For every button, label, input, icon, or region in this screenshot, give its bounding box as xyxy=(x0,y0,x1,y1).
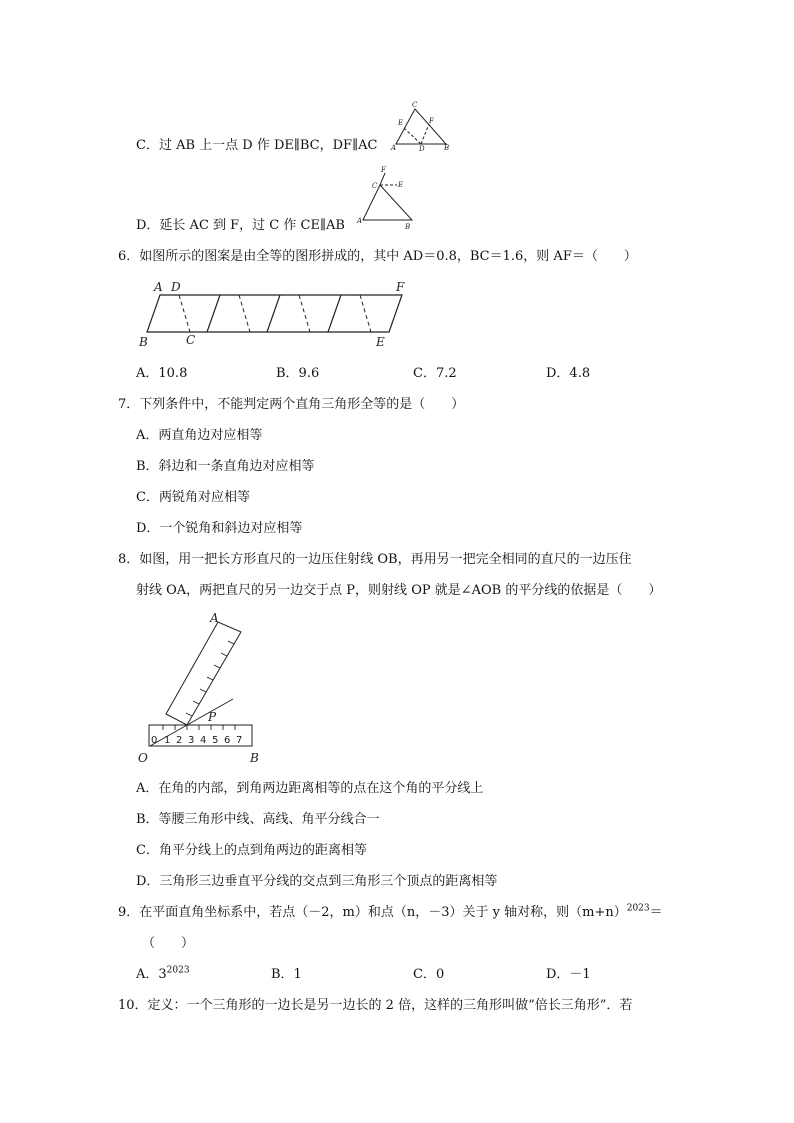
q6-stem: 6．如图所示的图案是由全等的图形拼成的，其中 AD＝0.8，BC＝1.6，则 AF＝（ ） xyxy=(118,249,637,264)
q9-option-c: C．0 xyxy=(413,967,445,982)
q6-label-d: D xyxy=(171,280,181,294)
q8-label-p: P xyxy=(208,710,217,724)
q8-figure xyxy=(130,608,280,768)
fig-d-label-c: C xyxy=(372,182,378,190)
q6-option-c: C．7.2 xyxy=(413,366,457,381)
fig-d-label-e: E xyxy=(398,181,404,189)
q8-option-a: A．在角的内部，到角两边距离相等的点在这个角的平分线上 xyxy=(136,781,484,796)
q6-option-d: D．4.8 xyxy=(546,366,591,381)
fig-c-label-c: C xyxy=(412,101,418,109)
ruler-num-3: 3 xyxy=(188,735,195,746)
fig-c-label-f: F xyxy=(429,117,434,125)
q8-stem-line2: 射线 OA，两把直尺的另一边交于点 P，则射线 OP 就是∠AOB 的平分线的依据是（ ） xyxy=(136,583,662,598)
q9-option-d: D．－1 xyxy=(546,967,591,982)
q8-option-d: D．三角形三边垂直平分线的交点到三角形三个顶点的距离相等 xyxy=(136,874,498,889)
q8-option-b: B．等腰三角形中线、高线、角平分线合一 xyxy=(136,812,380,827)
fig-c-label-b: B xyxy=(444,144,450,152)
q8-option-c: C．角平分线上的点到角两边的距离相等 xyxy=(136,843,367,858)
q8-label-b: B xyxy=(250,751,259,765)
fig-c-label-a: A xyxy=(391,144,397,152)
q8-label-o: O xyxy=(138,751,148,765)
q10-stem: 10．定义：一个三角形的一边长是另一边长的 2 倍，这样的三角形叫做“倍长三角形”．若 xyxy=(118,998,633,1013)
q5-option-d: D．延长 AC 到 F，过 C 作 CE∥AB xyxy=(136,218,345,233)
q6-label-f: F xyxy=(396,280,405,294)
ruler-num-0: 0 xyxy=(151,735,158,746)
q6-label-c: C xyxy=(186,333,196,347)
fig-d-label-b: B xyxy=(405,223,411,231)
ruler-num-1: 1 xyxy=(164,735,171,746)
q9-option-a: A．$3^{2023}$ xyxy=(136,965,190,982)
q7-option-c: C．两锐角对应相等 xyxy=(136,490,250,505)
q9-answer-paren: （ ） xyxy=(142,936,195,951)
q6-option-a: A．10.8 xyxy=(136,366,188,381)
fig-c-label-e: E xyxy=(398,119,404,127)
fig-c-label-d: D xyxy=(419,145,425,152)
q5-figure-d xyxy=(355,163,417,233)
q7-option-b: B．斜边和一条直角边对应相等 xyxy=(136,459,315,474)
q7-stem: 7．下列条件中，不能判定两个直角三角形全等的是（ ） xyxy=(118,397,465,412)
q9-stem: 9．在平面直角坐标系中，若点（－2，m）和点（n，－3）关于 y 轴对称，则$(m+n)^{2023}=$ xyxy=(118,903,663,920)
ruler-num-4: 4 xyxy=(200,735,207,746)
q6-label-b: B xyxy=(139,335,148,349)
ruler-num-5: 5 xyxy=(212,735,219,746)
q8-stem-line1: 8．如图，用一把长方形直尺的一边压住射线 OB，再用另一把完全相同的直尺的一边压住 xyxy=(118,552,632,567)
q7-option-d: D．一个锐角和斜边对应相等 xyxy=(136,521,303,536)
ruler-num-2: 2 xyxy=(176,735,183,746)
q6-label-a: A xyxy=(154,280,163,294)
ruler-num-6: 6 xyxy=(224,735,231,746)
fig-d-label-a: A xyxy=(357,217,363,225)
q7-option-a: A．两直角边对应相等 xyxy=(136,428,263,443)
q6-option-b: B．9.6 xyxy=(276,366,320,381)
q9-option-b: B．1 xyxy=(271,967,302,982)
q9-exponent: 2023 xyxy=(626,903,650,914)
q6-figure xyxy=(136,277,416,349)
fig-d-label-f: F xyxy=(381,166,386,174)
q5-option-c: C．过 AB 上一点 D 作 DE∥BC，DF∥AC xyxy=(136,138,378,153)
q6-label-e: E xyxy=(376,335,385,349)
q8-label-a: A xyxy=(210,611,219,625)
ruler-num-7: 7 xyxy=(236,735,243,746)
q5-figure-c xyxy=(388,100,458,152)
